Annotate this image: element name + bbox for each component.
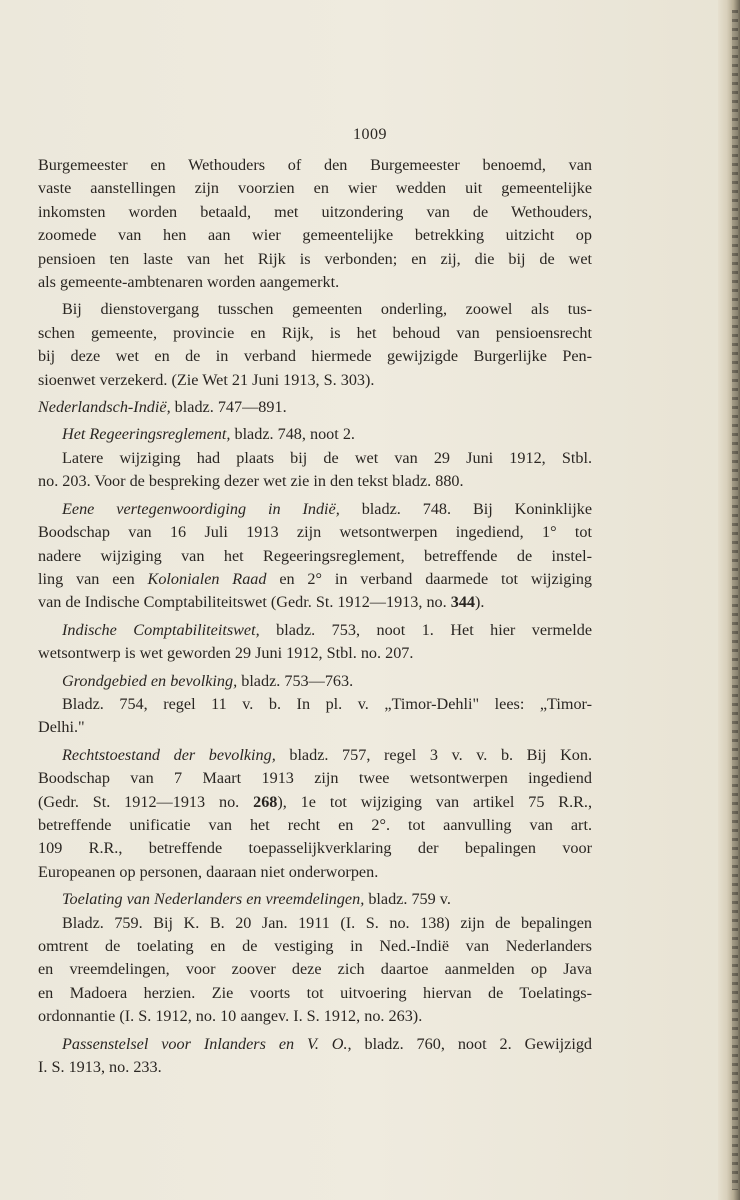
text-line: en Madoera herzien. Zie voorts tot uitvoering hiervan de Toelatings- <box>38 983 592 1002</box>
text-line: omtrent de toelating en de vestiging in Ned.-Indië van Nederlanders <box>38 937 592 955</box>
section-entry: Indische Comptabiliteitswet, bladz. 753, noot 1. Het hier vermelde <box>62 620 592 639</box>
text-line: vaste aanstellingen zijn voorzien en wier wedden uit gemeentelijke <box>38 179 592 198</box>
text-line: nadere wijziging van het Regeeringsreglement, betreffende de instel- <box>38 546 592 565</box>
section-title: Nederlandsch-Indië, <box>38 398 171 417</box>
text-line: Boodschap van 16 Juli 1913 zijn wetsontwerpen ingediend, 1° tot <box>38 523 592 542</box>
section-entry: Rechtstoestand der bevolking, bladz. 757, regel 3 v. v. b. Bij Kon. <box>62 745 592 764</box>
text-line: no. 203. Voor de bespreking dezer wet zie in den tekst bladz. 880. <box>38 472 464 491</box>
section-entry: Nederlandsch-Indië, bladz. 747—891. <box>38 398 287 417</box>
text-line: Burgemeester en Wethouders of den Burgemeester benoemd, van <box>38 156 592 174</box>
text-line: (Gedr. St. 1912—1913 no. 268), 1e tot wijziging van artikel 75 R.R., <box>38 792 593 811</box>
text-line: betreffende unificatie van het recht en 2°. tot aanvulling van art. <box>38 815 592 834</box>
text-line: sioenwet verzekerd. (Zie Wet 21 Juni 1913, S. 303). <box>38 370 375 389</box>
section-title: Indische Comptabiliteitswet, <box>62 620 260 639</box>
kolonialen-raad-italic: Kolonialen Raad <box>147 569 267 588</box>
text-line: ordonnantie (I. S. 1912, no. 10 aangev. I. S. 1912, no. 263). <box>38 1007 423 1026</box>
text-line: Bladz. 754, regel 11 v. b. In pl. v. „Timor-Dehli" lees: „Timor- <box>62 694 592 713</box>
text-line: Latere wijziging had plaats bij de wet van 29 Juni 1912, Stbl. <box>62 448 592 467</box>
text-line: Delhi." <box>38 718 85 737</box>
binding-edge <box>732 10 738 1190</box>
text-line: als gemeente-ambtenaren worden aangemerkt. <box>38 273 340 292</box>
text-line: Europeanen op personen, daaraan niet onderworpen. <box>38 862 379 881</box>
section-title: Rechtstoestand der bevolking, <box>62 745 276 764</box>
text-line: Bij dienstovergang tusschen gemeenten onderling, zoowel als tus- <box>62 300 592 319</box>
text-line: wetsontwerp is wet geworden 29 Juni 1912, Stbl. no. 207. <box>38 644 414 663</box>
section-entry: Grondgebied en bevolking, bladz. 753—763. <box>62 671 354 690</box>
text-line: Boodschap van 7 Maart 1913 zijn twee wetsontwerpen ingediend <box>38 769 592 788</box>
text-line: van de Indische Comptabiliteitswet (Gedr. St. 1912—1913, no. 344). <box>38 593 485 612</box>
body-text <box>38 154 592 1079</box>
text-line: pensioen ten laste van het Rijk is verbonden; en zij, die bij de wet <box>38 249 592 268</box>
section-title: Toelating van Nederlanders en vreemdelingen, <box>62 890 365 909</box>
section-entry: Toelating van Nederlanders en vreemdelingen, bladz. 759 v. <box>62 890 451 909</box>
text-line: I. S. 1913, no. 233. <box>38 1058 162 1077</box>
section-title: Grondgebied en bevolking, <box>62 671 238 690</box>
bold-number: 344 <box>450 593 476 612</box>
section-title: Het Regeeringsreglement, <box>62 425 231 444</box>
section-entry: Eene vertegenwoordiging in Indië, bladz. 748. Bij Koninklijke <box>62 499 593 518</box>
text-line: schen gemeente, provincie en Rijk, is het behoud van pensioensrecht <box>38 323 592 342</box>
text-line: en vreemdelingen, voor zoover deze zich daartoe aanmelden op Java <box>38 960 592 979</box>
page-number: 1009 <box>353 126 387 143</box>
text-line: 109 R.R., betreffende toepasselijkverklaring der bepalingen voor <box>38 839 592 858</box>
section-title: Passenstelsel voor Inlanders en V. O., <box>62 1034 352 1053</box>
text-line: ling van een Kolonialen Raad en 2° in verband daarmede tot wijziging <box>38 569 593 588</box>
bold-number: 268 <box>253 792 278 811</box>
text-line: zoomede van hen aan wier gemeentelijke betrekking uitzicht op <box>38 226 592 245</box>
section-entry: Passenstelsel voor Inlanders en V. O., bladz. 760, noot 2. Gewijzigd <box>62 1034 593 1053</box>
section-entry: Het Regeeringsreglement, bladz. 748, noot 2. <box>62 425 355 444</box>
section-title: Eene vertegenwoordiging in Indië, <box>62 499 340 518</box>
text-line: Bladz. 759. Bij K. B. 20 Jan. 1911 (I. S. no. 138) zijn de bepalingen <box>62 913 592 932</box>
page-edge-shadow <box>718 0 740 1200</box>
text-line: bij deze wet en de in verband hiermede gewijzigde Burgerlijke Pen- <box>38 347 592 366</box>
text-line: inkomsten worden betaald, met uitzondering van de Wethouders, <box>38 202 592 221</box>
